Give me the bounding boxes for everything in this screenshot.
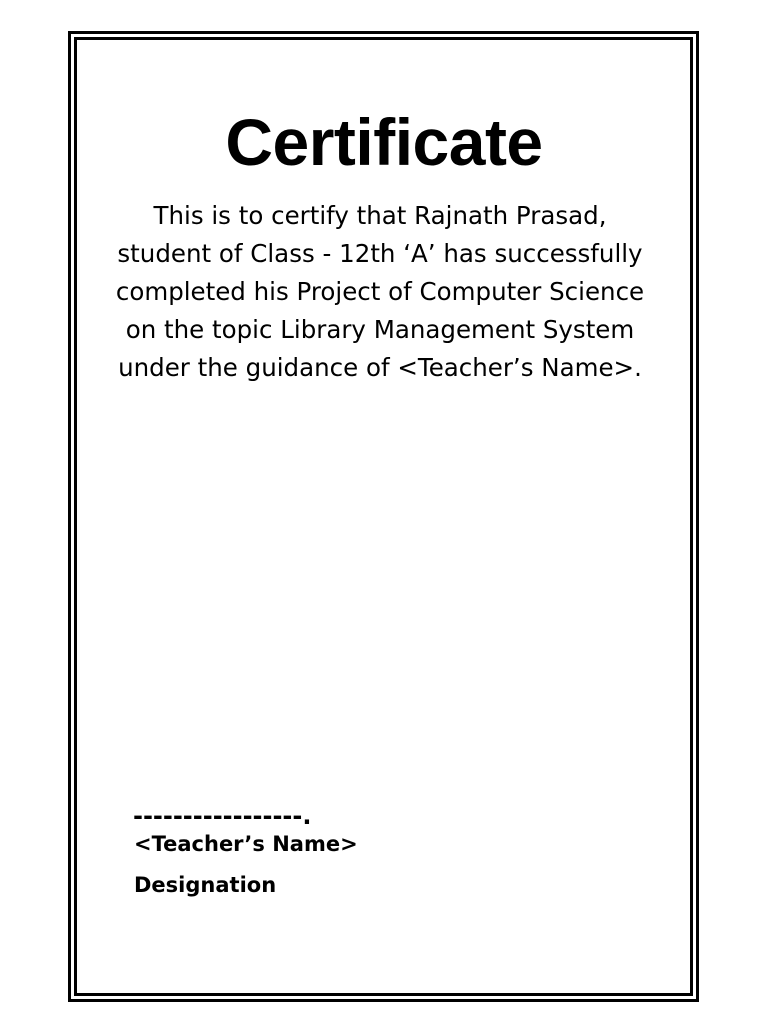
teacher-name: <Teacher’s Name> [134,832,358,856]
certificate-body-text: This is to certify that Rajnath Prasad, student of Class - 12th ‘A’ has successfully completed his Project of Computer Science on the topic Library Management System under the guidance of <Teacher’s Name>. [115,201,645,382]
signature-line: -----------------. [133,802,312,830]
designation: Designation [134,873,277,897]
certificate-title: Certificate [225,105,543,179]
